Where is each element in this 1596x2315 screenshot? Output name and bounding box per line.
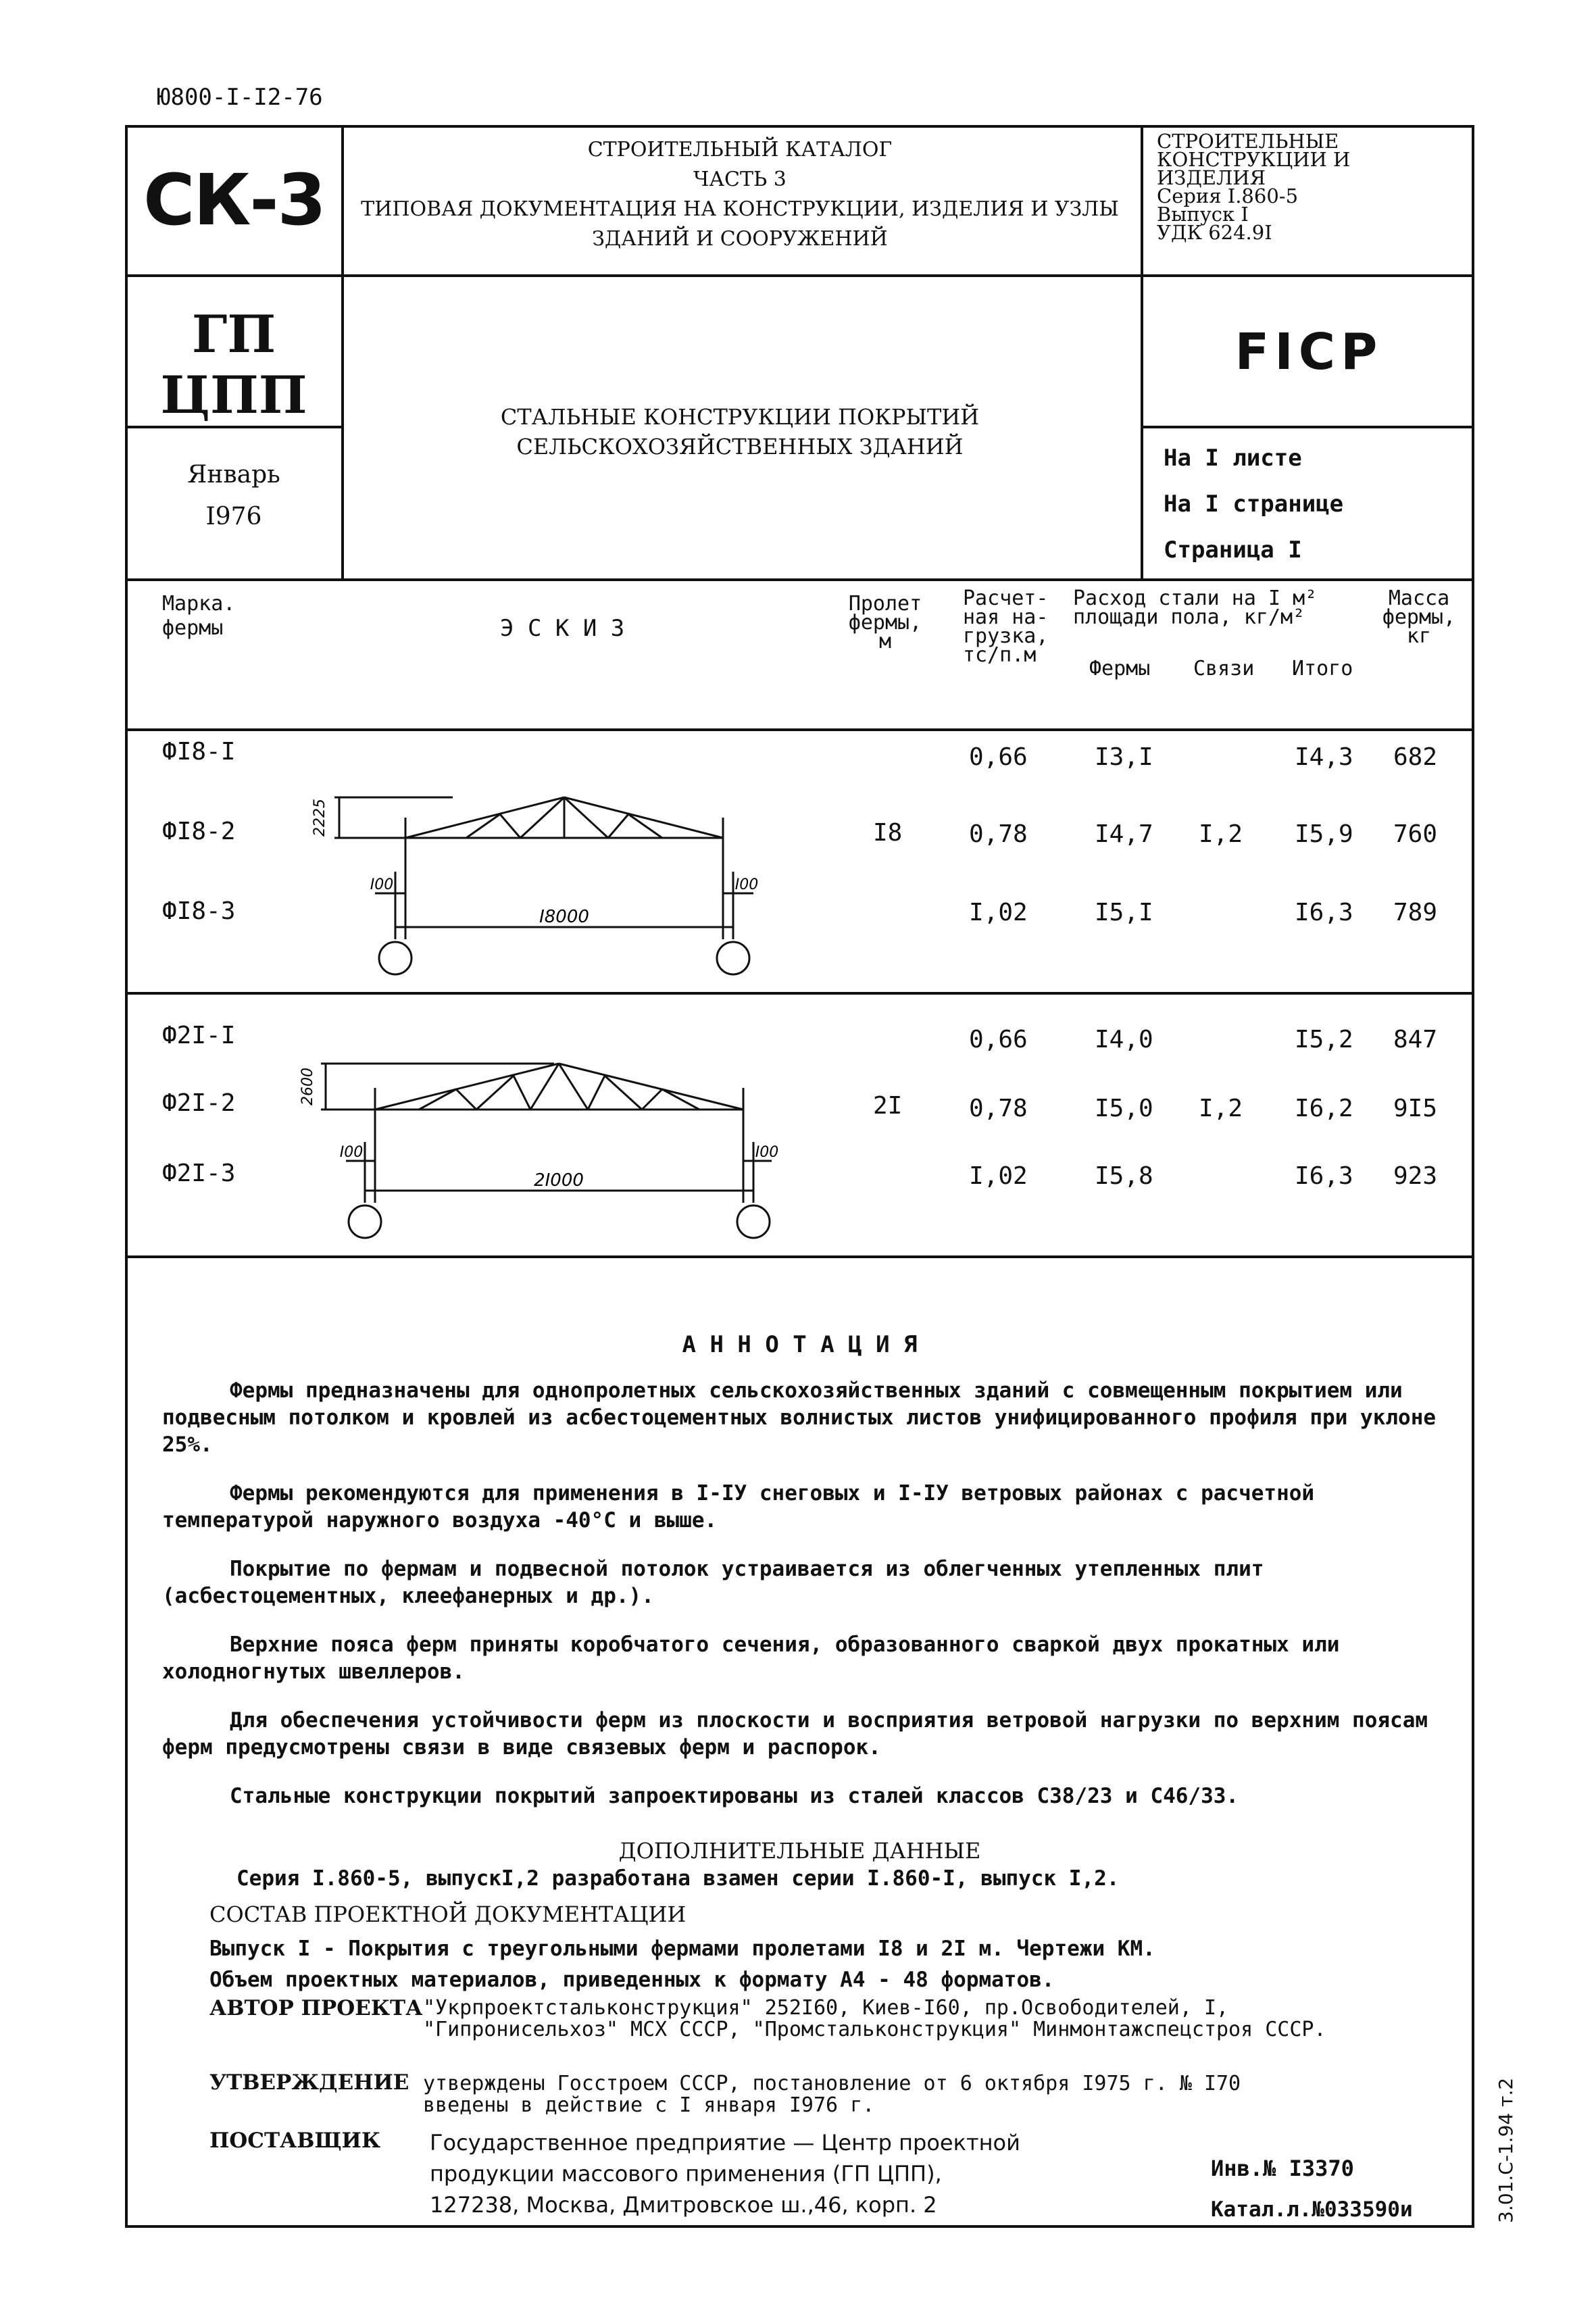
load-value: I,02 bbox=[969, 899, 1028, 926]
catalog-line: ЗДАНИЙ И СООРУЖЕНИЙ bbox=[592, 227, 888, 251]
author-line: "Гипронисельхоз" МСХ СССР, "Промстальконструкция" Минмонтажспецстроя СССР. bbox=[423, 2018, 1326, 2041]
supplier-text bbox=[430, 2127, 1020, 2220]
series-line: Серия I.860-5 bbox=[1157, 184, 1299, 207]
sheet-info-line: Страница I bbox=[1164, 537, 1302, 564]
total-value: I6,3 bbox=[1295, 1162, 1353, 1190]
additional-title: ДОПОЛНИТЕЛЬНЫЕ ДАННЫЕ bbox=[618, 1838, 981, 1864]
annotation-paragraph: Покрытие по фермам и подвесной потолок устраивается из облегченных утепленных плит (асбестоцементных, клеефанерных и др.). bbox=[162, 1557, 1264, 1608]
header-ties: Связи bbox=[1193, 657, 1255, 680]
document-code-large: FICP bbox=[1235, 323, 1383, 381]
series-line: КОНСТРУКЦИИ И bbox=[1157, 148, 1351, 171]
mass-value: 923 bbox=[1393, 1162, 1438, 1190]
year: I976 bbox=[205, 503, 262, 530]
height-dim-label: 2225 bbox=[311, 799, 328, 837]
header-mass: Масса фермы, кг bbox=[1382, 587, 1456, 648]
right-offset-label: I00 bbox=[755, 1144, 779, 1161]
height-dim-label: 2600 bbox=[299, 1068, 316, 1105]
composition-line: Объем проектных материалов, приведенных к формату А4 - 48 форматов. bbox=[209, 1968, 1055, 1992]
mass-value: 760 bbox=[1393, 820, 1438, 848]
left-offset-label: I00 bbox=[370, 876, 394, 893]
publisher-line: ГП bbox=[191, 304, 276, 364]
series-line: Выпуск I bbox=[1157, 203, 1249, 226]
header-span: Пролет фермы, м bbox=[848, 592, 922, 653]
load-value: 0,78 bbox=[969, 820, 1028, 848]
total-value: I6,2 bbox=[1295, 1095, 1353, 1122]
truss-sketch-18 bbox=[297, 777, 784, 993]
divider bbox=[125, 426, 343, 428]
series-line: ИЗДЕЛИЯ bbox=[1157, 166, 1266, 189]
span-value: 2I bbox=[873, 1092, 903, 1120]
truss-mark: ФI8-2 bbox=[162, 818, 236, 845]
truss-steel-value: I5,8 bbox=[1095, 1162, 1153, 1190]
author-line: "Укрпроектстальконструкция" 252I60, Киев-I60, пр.Освободителей, I, bbox=[423, 1996, 1229, 2020]
document-title bbox=[351, 402, 1128, 462]
series-note: Серия I.860-5, выпускI,2 разработана взамен серии I.860-I, выпуск I,2. bbox=[236, 1866, 1120, 1891]
header-trusses: Фермы bbox=[1089, 657, 1151, 680]
truss-steel-value: I3,I bbox=[1095, 743, 1153, 771]
composition-title: СОСТАВ ПРОЕКТНОЙ ДОКУМЕНТАЦИИ bbox=[209, 1901, 687, 1927]
catalog-line: ТИПОВАЯ ДОКУМЕНТАЦИЯ НА КОНСТРУКЦИИ, ИЗДЕЛИЯ И УЗЛЫ bbox=[361, 197, 1119, 221]
mass-value: 682 bbox=[1393, 743, 1438, 771]
series-line: УДК 624.9I bbox=[1157, 221, 1272, 244]
approval-text bbox=[423, 2073, 1241, 2116]
date-block bbox=[128, 454, 339, 538]
span-value: I8 bbox=[873, 819, 903, 847]
total-value: I5,9 bbox=[1295, 820, 1353, 848]
truss-mark: ФI8-3 bbox=[162, 897, 236, 925]
annotation-body bbox=[162, 1377, 1446, 1810]
annotation-paragraph: Для обеспечения устойчивости ферм из плоскости и восприятия ветровой нагрузки по верхним поясам ферм предусмотрены связи в виде связевых ферм и распорок. bbox=[162, 1708, 1428, 1760]
sheet-info-line: На I странице bbox=[1164, 491, 1344, 518]
series-line: СТРОИТЕЛЬНЫЕ bbox=[1157, 130, 1339, 153]
load-value: 0,78 bbox=[969, 1095, 1028, 1122]
span-dim-label: I8000 bbox=[539, 907, 589, 927]
supplier-line: Государственное предприятие — Центр проектной bbox=[430, 2130, 1020, 2156]
mass-value: 847 bbox=[1393, 1026, 1438, 1053]
annotation-paragraph: Верхние пояса ферм приняты коробчатого сечения, образованного сваркой двух прокатных или холодногнутых швеллеров. bbox=[162, 1633, 1340, 1684]
ties-value: I,2 bbox=[1199, 820, 1243, 848]
divider bbox=[125, 578, 1474, 581]
truss-mark: Ф2I-I bbox=[162, 1022, 236, 1049]
catalog-line: ЧАСТЬ 3 bbox=[693, 168, 787, 191]
catalog-sheet-number: Катал.л.№033590и bbox=[1211, 2197, 1413, 2222]
mass-value: 9I5 bbox=[1393, 1095, 1438, 1122]
load-value: 0,66 bbox=[969, 743, 1028, 771]
approval-line: введены в действие с I января I976 г. bbox=[423, 2093, 875, 2117]
right-offset-label: I00 bbox=[734, 876, 759, 893]
sheet-info bbox=[1164, 435, 1468, 573]
author-text bbox=[423, 1997, 1326, 2041]
truss-mark: ФI8-I bbox=[162, 738, 236, 766]
supplier-line: продукции массового применения (ГП ЦПП), bbox=[430, 2161, 942, 2187]
truss-mark: Ф2I-2 bbox=[162, 1089, 236, 1117]
series-block bbox=[1157, 132, 1468, 242]
load-value: I,02 bbox=[969, 1162, 1028, 1190]
publisher-line: ЦПП bbox=[160, 365, 307, 425]
title-line: СЕЛЬСКОХОЗЯЙСТВЕННЫХ ЗДАНИЙ bbox=[516, 434, 964, 459]
approval-line: утверждены Госстроем СССР, постановление от 6 октября I975 г. № I70 bbox=[423, 2072, 1241, 2095]
annotation-paragraph: Фермы рекомендуются для применения в I-IУ снеговых и I-IУ ветровых районах с расчетной температурой наружного воздуха -40°С и выше. bbox=[162, 1481, 1315, 1533]
total-value: I5,2 bbox=[1295, 1026, 1353, 1053]
divider bbox=[125, 274, 1474, 277]
truss-sketch-21 bbox=[297, 1041, 784, 1257]
composition-line: Выпуск I - Покрытия с треугольными фермами пролетами I8 и 2I м. Чертежи КМ. bbox=[209, 1937, 1155, 1961]
truss-steel-value: I4,7 bbox=[1095, 820, 1153, 848]
title-line: СТАЛЬНЫЕ КОНСТРУКЦИИ ПОКРЫТИЙ bbox=[500, 404, 980, 430]
catalog-title-block bbox=[351, 135, 1128, 254]
annotation-paragraph: Фермы предназначены для однопролетных сельскохозяйственных зданий с совмещенным покрытием или подвесным потолком и кровлей из асбестоцементных волнистых листов унифицированного профиля при уклоне 25%. bbox=[162, 1378, 1437, 1457]
header-load: Расчет- ная на- грузка, тс/п.м bbox=[963, 587, 1049, 667]
total-value: I4,3 bbox=[1295, 743, 1353, 771]
sheet-info-line: На I листе bbox=[1164, 445, 1302, 472]
side-note: 3.01.С-1.94 т.2 bbox=[1495, 2077, 1517, 2223]
ties-value: I,2 bbox=[1199, 1095, 1243, 1122]
annotation-title: А Н Н О Т А Ц И Я bbox=[682, 1331, 918, 1358]
header-steel: Расход стали на I м² площади пола, кг/м² bbox=[1073, 587, 1318, 629]
header-total: Итого bbox=[1292, 657, 1353, 680]
load-value: 0,66 bbox=[969, 1026, 1028, 1053]
truss-steel-value: I5,I bbox=[1095, 899, 1153, 926]
left-offset-label: I00 bbox=[339, 1144, 364, 1161]
span-dim-label: 2I000 bbox=[534, 1170, 584, 1191]
document-code: Ю800-I-I2-76 bbox=[157, 84, 323, 111]
annotation-paragraph: Стальные конструкции покрытий запроектированы из сталей классов С38/23 и С46/33. bbox=[230, 1784, 1239, 1808]
header-mark: Марка. фермы bbox=[162, 592, 236, 640]
catalog-line: СТРОИТЕЛЬНЫЙ КАТАЛОГ bbox=[587, 138, 893, 161]
month: Январь bbox=[187, 461, 280, 489]
truss-mark: Ф2I-3 bbox=[162, 1160, 236, 1187]
publisher-block bbox=[128, 304, 339, 426]
author-label: АВТОР ПРОЕКТА bbox=[209, 1996, 423, 2020]
divider bbox=[341, 125, 344, 580]
header-sketch: Э С К И З bbox=[500, 615, 625, 642]
truss-steel-value: I4,0 bbox=[1095, 1026, 1153, 1053]
divider bbox=[1141, 426, 1474, 428]
supplier-label: ПОСТАВЩИК bbox=[209, 2129, 381, 2153]
total-value: I6,3 bbox=[1295, 899, 1353, 926]
divider bbox=[125, 728, 1474, 731]
catalog-logo: СК-3 bbox=[143, 159, 325, 241]
supplier-line: 127238, Москва, Дмитровское ш.,46, корп. 2 bbox=[430, 2192, 937, 2218]
inventory-number: Инв.№ I3370 bbox=[1211, 2156, 1354, 2181]
approval-label: УТВЕРЖДЕНИЕ bbox=[209, 2070, 409, 2095]
truss-steel-value: I5,0 bbox=[1095, 1095, 1153, 1122]
mass-value: 789 bbox=[1393, 899, 1438, 926]
